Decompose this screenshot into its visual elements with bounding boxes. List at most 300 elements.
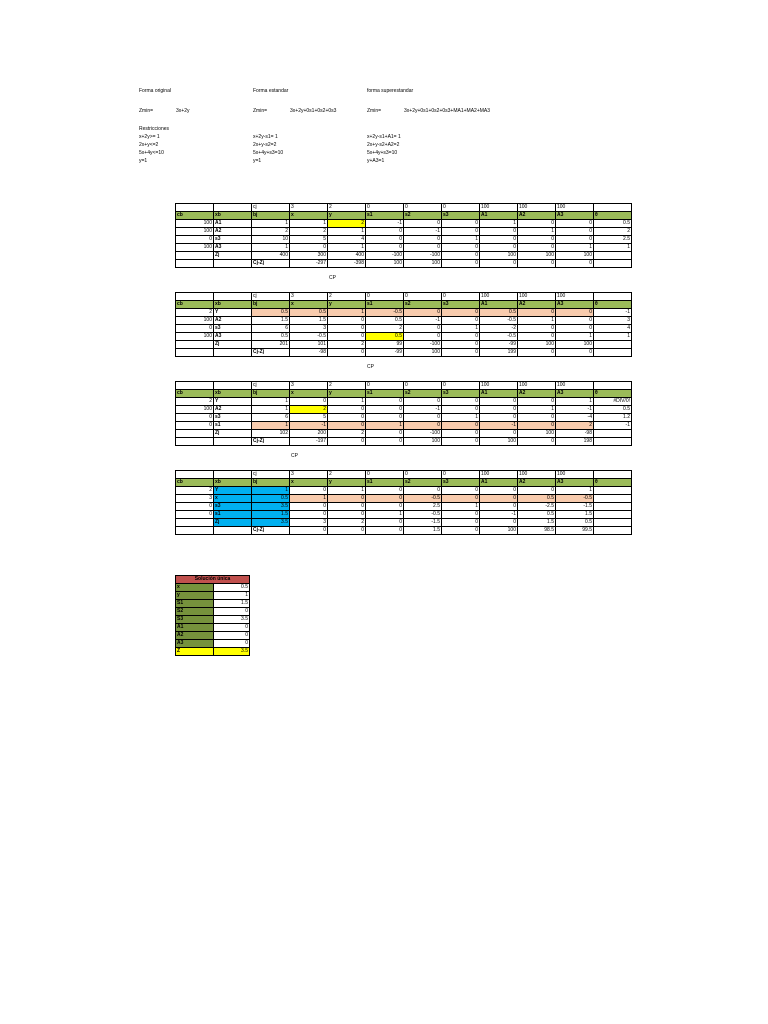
pivot-column-label: CP [291,453,298,459]
table-cell: s2 [404,212,442,220]
solution-variable: S2 [176,608,214,616]
table-cell: 0 [442,341,480,349]
table-cell: s1 [214,422,252,430]
table-cell: 2 [366,325,404,333]
table-cell: 0 [404,236,442,244]
table-cell: 100 [518,204,556,212]
table-cell: 0 [442,309,480,317]
simplex-table [175,203,632,268]
table-cell [176,252,214,260]
table-cell: 100 [176,244,214,252]
table-cell: 100 [518,430,556,438]
table-cell: 1 [252,220,290,228]
table-cell: 0 [442,317,480,325]
table-cell: 1.5 [252,317,290,325]
table-cell: A2 [214,228,252,236]
table-header-row [176,212,632,220]
table-cell: 0 [480,503,518,511]
table-cell: -0.5 [556,495,594,503]
table-cell: 0 [366,406,404,414]
table-cell [594,204,632,212]
table-cell: 1 [328,309,366,317]
table-cell: 3 [290,204,328,212]
table-cell: 0.5 [252,309,290,317]
table-cell: 0 [366,519,404,527]
original-z-label: Zmin= [139,108,154,114]
table-cell [594,438,632,446]
table-cell: cb [176,301,214,309]
solution-variable: S3 [176,616,214,624]
table-cell: 0 [328,527,366,535]
table-row [176,309,632,317]
solution-row [176,616,250,624]
table-cell: 0 [518,333,556,341]
table-cell: 0 [404,487,442,495]
table-cell [594,341,632,349]
pivot-column-label: CP [367,364,374,370]
table-cell: 0 [480,519,518,527]
table-cell: 1.5 [518,519,556,527]
table-cell: 1 [290,220,328,228]
table-cell: Zj [214,519,252,527]
table-cell: Zj [214,252,252,260]
table-cell [214,260,252,268]
table-row [176,527,632,535]
table-cell: 1 [518,317,556,325]
table-cell: s3 [442,212,480,220]
table-cell: 0 [328,438,366,446]
table-cell: 2 [328,471,366,479]
superstandard-constraint: 5x+4y+s3=10 [367,150,398,156]
table-cell [594,527,632,535]
table-cell: 201 [252,341,290,349]
table-cell: A3 [556,479,594,487]
table-cell: θ [594,212,632,220]
solution-variable: S1 [176,600,214,608]
table-row [176,382,632,390]
table-row [176,252,632,260]
solution-row [176,648,250,656]
solution-row [176,608,250,616]
table-cell [176,349,214,357]
table-cell: s2 [404,301,442,309]
table-cell: s3 [442,390,480,398]
table-cell: 0 [328,495,366,503]
table-cell: -0.5 [366,309,404,317]
table-cell: 1 [442,236,480,244]
original-constraint: 2x+y<=2 [139,142,159,148]
table-row [176,341,632,349]
table-row [176,398,632,406]
table-cell: 0 [518,422,556,430]
standard-z-label: Zmin= [253,108,268,114]
table-cell: Cj-Zj [252,260,290,268]
table-cell: bj [252,479,290,487]
table-header-row [176,301,632,309]
table-cell [214,438,252,446]
table-cell [594,260,632,268]
table-row [176,487,632,495]
solution-variable: x [176,584,214,592]
table-cell: 100 [480,471,518,479]
table-cell: 2 [252,228,290,236]
original-constraint: y=1 [139,158,148,164]
table-row [176,293,632,301]
solution-variable: Z [176,648,214,656]
table-cell: 0 [518,325,556,333]
table-cell: 0.5 [366,317,404,325]
table-cell: 1 [594,333,632,341]
table-cell: 0 [176,503,214,511]
table-cell: A1 [480,479,518,487]
table-cell [594,471,632,479]
table-cell: 0 [480,228,518,236]
table-cell: 0 [328,317,366,325]
table-cell [214,527,252,535]
simplex-table [175,292,632,357]
table-cell: 0 [366,438,404,446]
table-cell: 100 [366,260,404,268]
table-cell: Cj-Zj [252,349,290,357]
table-cell [176,438,214,446]
table-cell: -1.5 [556,503,594,511]
table-cell: 0 [442,471,480,479]
table-cell: -99 [480,341,518,349]
table-cell: 0 [480,236,518,244]
table-cell: s1 [366,390,404,398]
simplex-table [175,470,632,535]
table-cell: #DIV/0! [594,398,632,406]
table-cell: 0 [366,527,404,535]
table-cell: 0 [556,317,594,325]
table-cell: 2 [290,406,328,414]
solution-value: 1 [214,592,250,600]
table-cell: 0 [366,487,404,495]
table-cell: 1.5 [252,511,290,519]
table-cell: cj [252,471,290,479]
table-cell: 6 [252,414,290,422]
solution-value: 0 [214,608,250,616]
table-cell: 0 [290,511,328,519]
table-cell: x [290,301,328,309]
standard-constraint: y=1 [253,158,262,164]
table-cell: s3 [442,479,480,487]
table-cell [594,349,632,357]
table-row [176,471,632,479]
solution-variable: A3 [176,640,214,648]
table-cell: 1 [442,414,480,422]
table-cell: 0 [442,519,480,527]
table-cell: 100 [480,204,518,212]
table-cell: 0 [404,293,442,301]
table-cell: 400 [252,252,290,260]
table-cell: 100 [556,293,594,301]
table-cell [594,293,632,301]
table-cell: cj [252,293,290,301]
table-row [176,228,632,236]
table-cell: 100 [480,438,518,446]
table-cell: -1 [404,317,442,325]
table-cell: 0 [556,325,594,333]
solution-value: 3.5 [214,648,250,656]
table-cell: 0 [518,398,556,406]
table-cell: 0 [290,527,328,535]
table-cell: 1 [556,398,594,406]
table-cell: 2 [328,341,366,349]
table-cell: 0 [366,236,404,244]
table-cell: 0 [366,204,404,212]
table-row [176,244,632,252]
original-constraint: x+2y>= 1 [139,134,160,140]
table-cell: 3 [594,317,632,325]
table-cell: -398 [328,260,366,268]
table-cell: A3 [556,301,594,309]
table-row [176,511,632,519]
table-cell [214,204,252,212]
table-cell [594,382,632,390]
table-cell: 10 [252,236,290,244]
table-cell: 0 [480,487,518,495]
table-cell: xb [214,212,252,220]
table-cell: 0 [366,503,404,511]
table-cell: 1.5 [556,511,594,519]
table-row [176,495,632,503]
table-cell: 2.5 [404,503,442,511]
table-cell: 1 [290,495,328,503]
table-cell: 0 [518,244,556,252]
table-cell: -0.5 [480,333,518,341]
table-cell: -0.5 [290,333,328,341]
table-cell: 0.5 [594,220,632,228]
table-cell: 1 [328,398,366,406]
table-header-row [176,479,632,487]
table-cell [594,519,632,527]
table-cell: -297 [290,260,328,268]
table-row [176,422,632,430]
table-cell [214,382,252,390]
table-cell: 0.5 [594,406,632,414]
table-cell: 0 [442,252,480,260]
solution-value: 0 [214,640,250,648]
table-cell: 0 [366,382,404,390]
superstandard-z-label: Zmin= [367,108,382,114]
table-cell: 0 [518,414,556,422]
table-cell: 4 [328,236,366,244]
table-cell: 100 [404,260,442,268]
table-header-row [176,390,632,398]
solution-variable: y [176,592,214,600]
table-cell: y [328,390,366,398]
table-cell: 0 [290,487,328,495]
table-cell: 1 [366,422,404,430]
table-cell: 2 [290,228,328,236]
table-cell: 0 [404,244,442,252]
table-cell: 100 [480,382,518,390]
table-cell: 100 [518,382,556,390]
table-cell: -1 [290,422,328,430]
table-cell: s3 [214,414,252,422]
table-cell: 100 [176,228,214,236]
table-cell: -100 [404,430,442,438]
table-cell: -1 [594,309,632,317]
table-cell: 0 [442,438,480,446]
table-cell: s2 [404,479,442,487]
superstandard-form-title: forma superestandar [367,88,414,94]
standard-constraint: x+2y-s1= 1 [253,134,278,140]
table-cell [176,382,214,390]
restrictions-title: Restricciones [139,126,170,132]
table-cell: 99.5 [556,527,594,535]
table-cell: 1.2 [594,414,632,422]
table-cell [176,341,214,349]
table-cell: -2.5 [518,503,556,511]
table-cell: 0 [366,471,404,479]
table-cell: 100 [176,406,214,414]
table-cell: 0 [518,487,556,495]
table-cell: -0.5 [404,495,442,503]
table-cell: s3 [214,236,252,244]
table-cell: 0 [328,503,366,511]
table-row [176,220,632,228]
table-cell: 3 [290,382,328,390]
table-cell: 2 [328,293,366,301]
table-cell: Cj-Zj [252,438,290,446]
table-cell: 0 [404,414,442,422]
table-cell: 0.5 [556,519,594,527]
table-cell: 0 [404,309,442,317]
table-cell: 1 [594,244,632,252]
table-cell: 1 [252,422,290,430]
standard-constraint: 5x+4y+s3=10 [253,150,284,156]
solution-variable: A2 [176,632,214,640]
table-cell: 5 [290,414,328,422]
table-cell: y [328,479,366,487]
table-cell: s3 [214,325,252,333]
table-cell: θ [594,479,632,487]
table-cell: 0 [328,422,366,430]
table-cell: 200 [290,430,328,438]
table-cell: 0 [442,220,480,228]
superstandard-z-expr: 3x+2y+0s1+0s2+0s3+MA1+MA2+MA3 [404,108,491,114]
table-cell: 0 [328,333,366,341]
table-cell: 0 [480,244,518,252]
table-cell: 300 [290,252,328,260]
table-cell: 0 [176,511,214,519]
table-cell: 0 [480,495,518,503]
table-cell: s1 [214,511,252,519]
table-cell: 0 [366,228,404,236]
table-row [176,519,632,527]
table-cell: 2.5 [594,236,632,244]
table-cell: 0 [556,349,594,357]
solution-value: 3.5 [214,616,250,624]
table-row [176,430,632,438]
table-cell: 100 [176,333,214,341]
table-cell: 100 [518,252,556,260]
table-cell: A2 [518,212,556,220]
table-cell: 0 [404,220,442,228]
table-cell: 100 [556,382,594,390]
table-cell: 0 [442,398,480,406]
table-cell: s1 [366,479,404,487]
table-cell: -197 [290,438,328,446]
table-cell: -1 [404,228,442,236]
solution-title: Solución única [176,576,250,584]
table-cell: 3 [290,325,328,333]
table-cell [176,293,214,301]
table-cell: cj [252,382,290,390]
table-cell: xb [214,390,252,398]
table-cell: 3 [290,471,328,479]
table-cell: 0 [442,487,480,495]
table-cell: xb [214,301,252,309]
table-cell: 100 [518,471,556,479]
solution-row [176,584,250,592]
table-row [176,333,632,341]
table-cell: 0 [404,325,442,333]
table-cell: 1 [518,228,556,236]
table-cell: 0 [404,204,442,212]
table-row [176,503,632,511]
table-cell: -1 [594,422,632,430]
table-cell: A1 [480,301,518,309]
table-cell: cj [252,204,290,212]
table-cell: s3 [214,503,252,511]
table-cell: 0 [480,406,518,414]
table-cell: 0 [442,349,480,357]
table-cell: 99 [366,341,404,349]
table-cell: 0 [176,325,214,333]
table-cell: 100 [556,252,594,260]
table-cell: 0 [556,228,594,236]
table-cell [594,495,632,503]
table-cell: 0 [328,511,366,519]
table-cell [176,430,214,438]
table-cell: 0 [290,398,328,406]
table-cell: 101 [290,341,328,349]
table-cell: -1 [480,422,518,430]
table-cell: 0 [366,244,404,252]
table-cell: 0 [480,398,518,406]
table-cell: 0 [442,228,480,236]
solution-row [176,632,250,640]
table-cell: 100 [176,317,214,325]
table-cell: A2 [518,479,556,487]
table-cell: x [214,495,252,503]
table-cell [594,430,632,438]
table-cell [176,527,214,535]
table-cell: A1 [480,390,518,398]
table-cell: 0 [556,220,594,228]
solution-row [176,624,250,632]
table-cell: 1 [328,244,366,252]
table-cell: A3 [214,333,252,341]
table-cell: 98.5 [518,527,556,535]
table-cell: 102 [252,430,290,438]
table-cell: 0.5 [290,309,328,317]
table-cell: s3 [442,301,480,309]
table-cell: cb [176,390,214,398]
table-cell: Zj [214,430,252,438]
table-cell: 0 [442,260,480,268]
table-cell: -99 [366,349,404,357]
table-cell: -1.5 [404,519,442,527]
table-cell: 2 [328,204,366,212]
table-cell: 3 [290,293,328,301]
table-cell: 2 [176,309,214,317]
table-cell: 0.5 [480,309,518,317]
original-z-expr: 3x+2y [176,108,190,114]
